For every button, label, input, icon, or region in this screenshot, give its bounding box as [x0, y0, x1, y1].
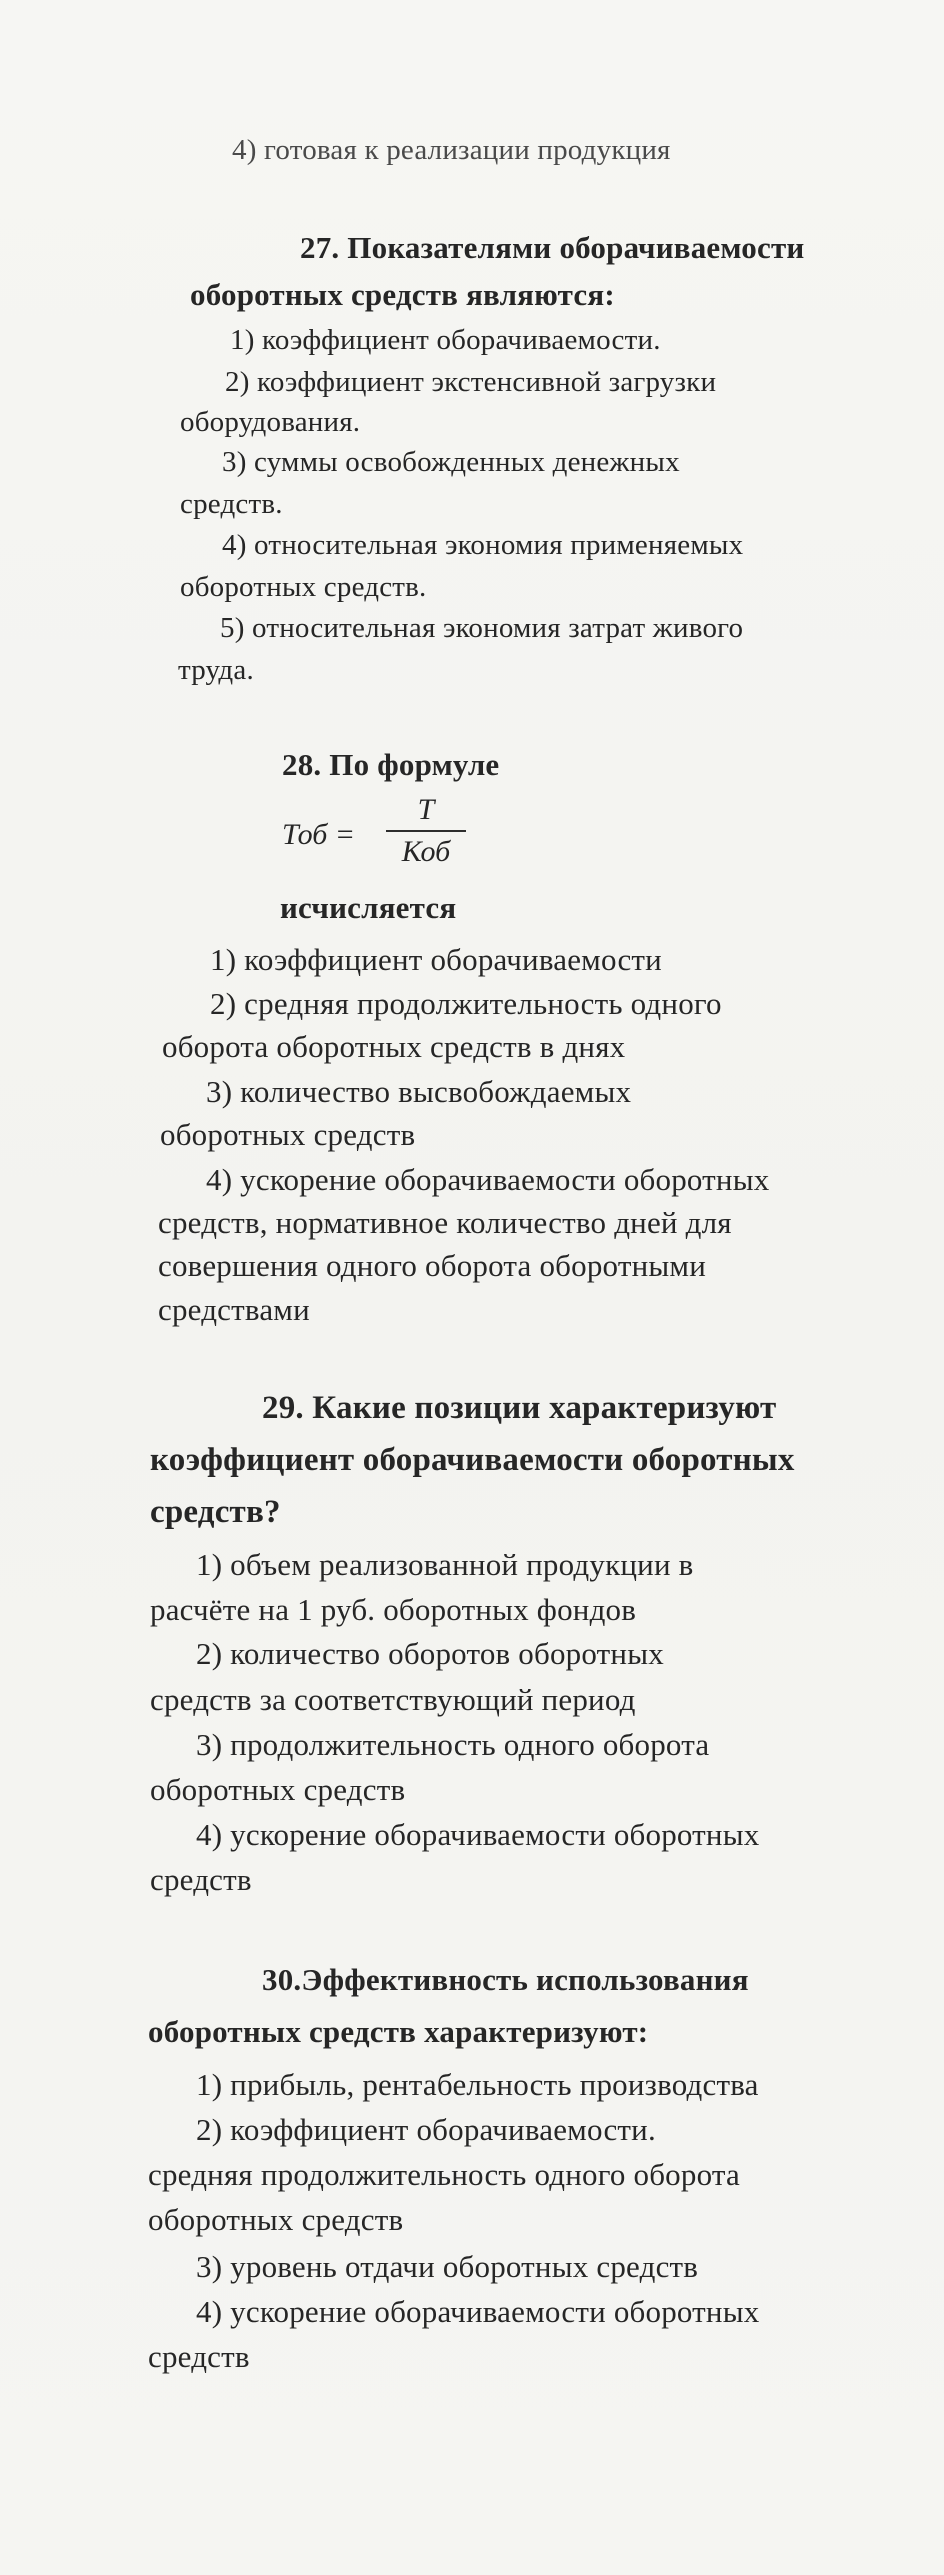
q27-option-1: 1) коэффициент оборачиваемости. — [230, 324, 661, 356]
q29-option-2-line2: средств за соответствующий период — [150, 1682, 636, 1717]
q28-subtitle: исчисляется — [280, 890, 457, 925]
q29-option-3-line2: оборотных средств — [150, 1772, 406, 1807]
q28-option-3-line1: 3) количество высвобождаемых — [206, 1074, 632, 1109]
q28-formula — [282, 792, 482, 902]
q27-option-3-line2: средств. — [180, 488, 283, 520]
q29-option-1-line2: расчёте на 1 руб. оборотных фондов — [150, 1592, 637, 1627]
q27-option-2-line1: 2) коэффициент экстенсивной загрузки — [225, 366, 717, 398]
q30-option-1: 1) прибыль, рентабельность производства — [196, 2067, 759, 2102]
q27-title-line2: оборотных средств являются: — [190, 277, 615, 312]
q30-title-line1: 30.Эффективность использования — [262, 1962, 749, 1997]
q27-option-4-line2: оборотных средств. — [180, 571, 427, 603]
formula-numerator: Т — [417, 793, 435, 826]
q29-option-3-line1: 3) продолжительность одного оборота — [196, 1727, 710, 1762]
q28-option-1: 1) коэффициент оборачиваемости — [210, 942, 662, 977]
formula-fraction — [386, 792, 466, 870]
q29-title-line1: 29. Какие позиции характеризуют — [262, 1390, 777, 1426]
q27-title-line1: 27. Показателями оборачиваемости — [300, 230, 805, 265]
formula-denominator: Коб — [401, 835, 451, 868]
q30-option-4-line2: средств — [148, 2339, 250, 2374]
q29-option-1-line1: 1) объем реализованной продукции в — [196, 1547, 694, 1582]
q27-option-4-line1: 4) относительная экономия применяемых — [222, 529, 744, 561]
q30-option-2-line3: оборотных средств — [148, 2202, 404, 2237]
q29-option-2-line1: 2) количество оборотов оборотных — [196, 1636, 664, 1671]
q29-option-4-line1: 4) ускорение оборачиваемости оборотных — [196, 1817, 760, 1852]
q28-option-4-line4: средствами — [158, 1292, 310, 1327]
formula-lhs: Тоб = — [282, 818, 356, 851]
q30-option-2-line1: 2) коэффициент оборачиваемости. — [196, 2112, 656, 2147]
q27-option-2-line2: оборудования. — [180, 406, 361, 438]
fraction-bar — [386, 830, 466, 832]
q28-option-4-line2: средств, нормативное количество дней для — [158, 1205, 732, 1240]
q28-option-3-line2: оборотных средств — [160, 1117, 416, 1152]
q28-option-2-line2: оборота оборотных средств в днях — [162, 1029, 626, 1064]
q27-option-5-line2: труда. — [178, 654, 254, 686]
q28-option-4-line1: 4) ускорение оборачиваемости оборотных — [206, 1162, 770, 1197]
q30-title-line2: оборотных средств характеризуют: — [148, 2014, 649, 2049]
q26-option-4: 4) готовая к реализации продукция — [232, 134, 671, 166]
q29-option-4-line2: средств — [150, 1862, 252, 1897]
q29-title-line2: коэффициент оборачиваемости оборотных — [150, 1442, 795, 1478]
q28-title: 28. По формуле — [282, 747, 500, 782]
q27-option-5-line1: 5) относительная экономия затрат живого — [220, 612, 744, 644]
q30-option-3: 3) уровень отдачи оборотных средств — [196, 2249, 699, 2284]
q28-option-2-line1: 2) средняя продолжительность одного — [210, 986, 722, 1021]
q28-option-4-line3: совершения одного оборота оборотными — [158, 1248, 706, 1283]
q30-option-4-line1: 4) ускорение оборачиваемости оборотных — [196, 2294, 760, 2329]
q30-option-2-line2: средняя продолжительность одного оборота — [148, 2157, 740, 2192]
q29-title-line3: средств? — [150, 1494, 281, 1530]
q27-option-3-line1: 3) суммы освобожденных денежных — [222, 446, 680, 478]
